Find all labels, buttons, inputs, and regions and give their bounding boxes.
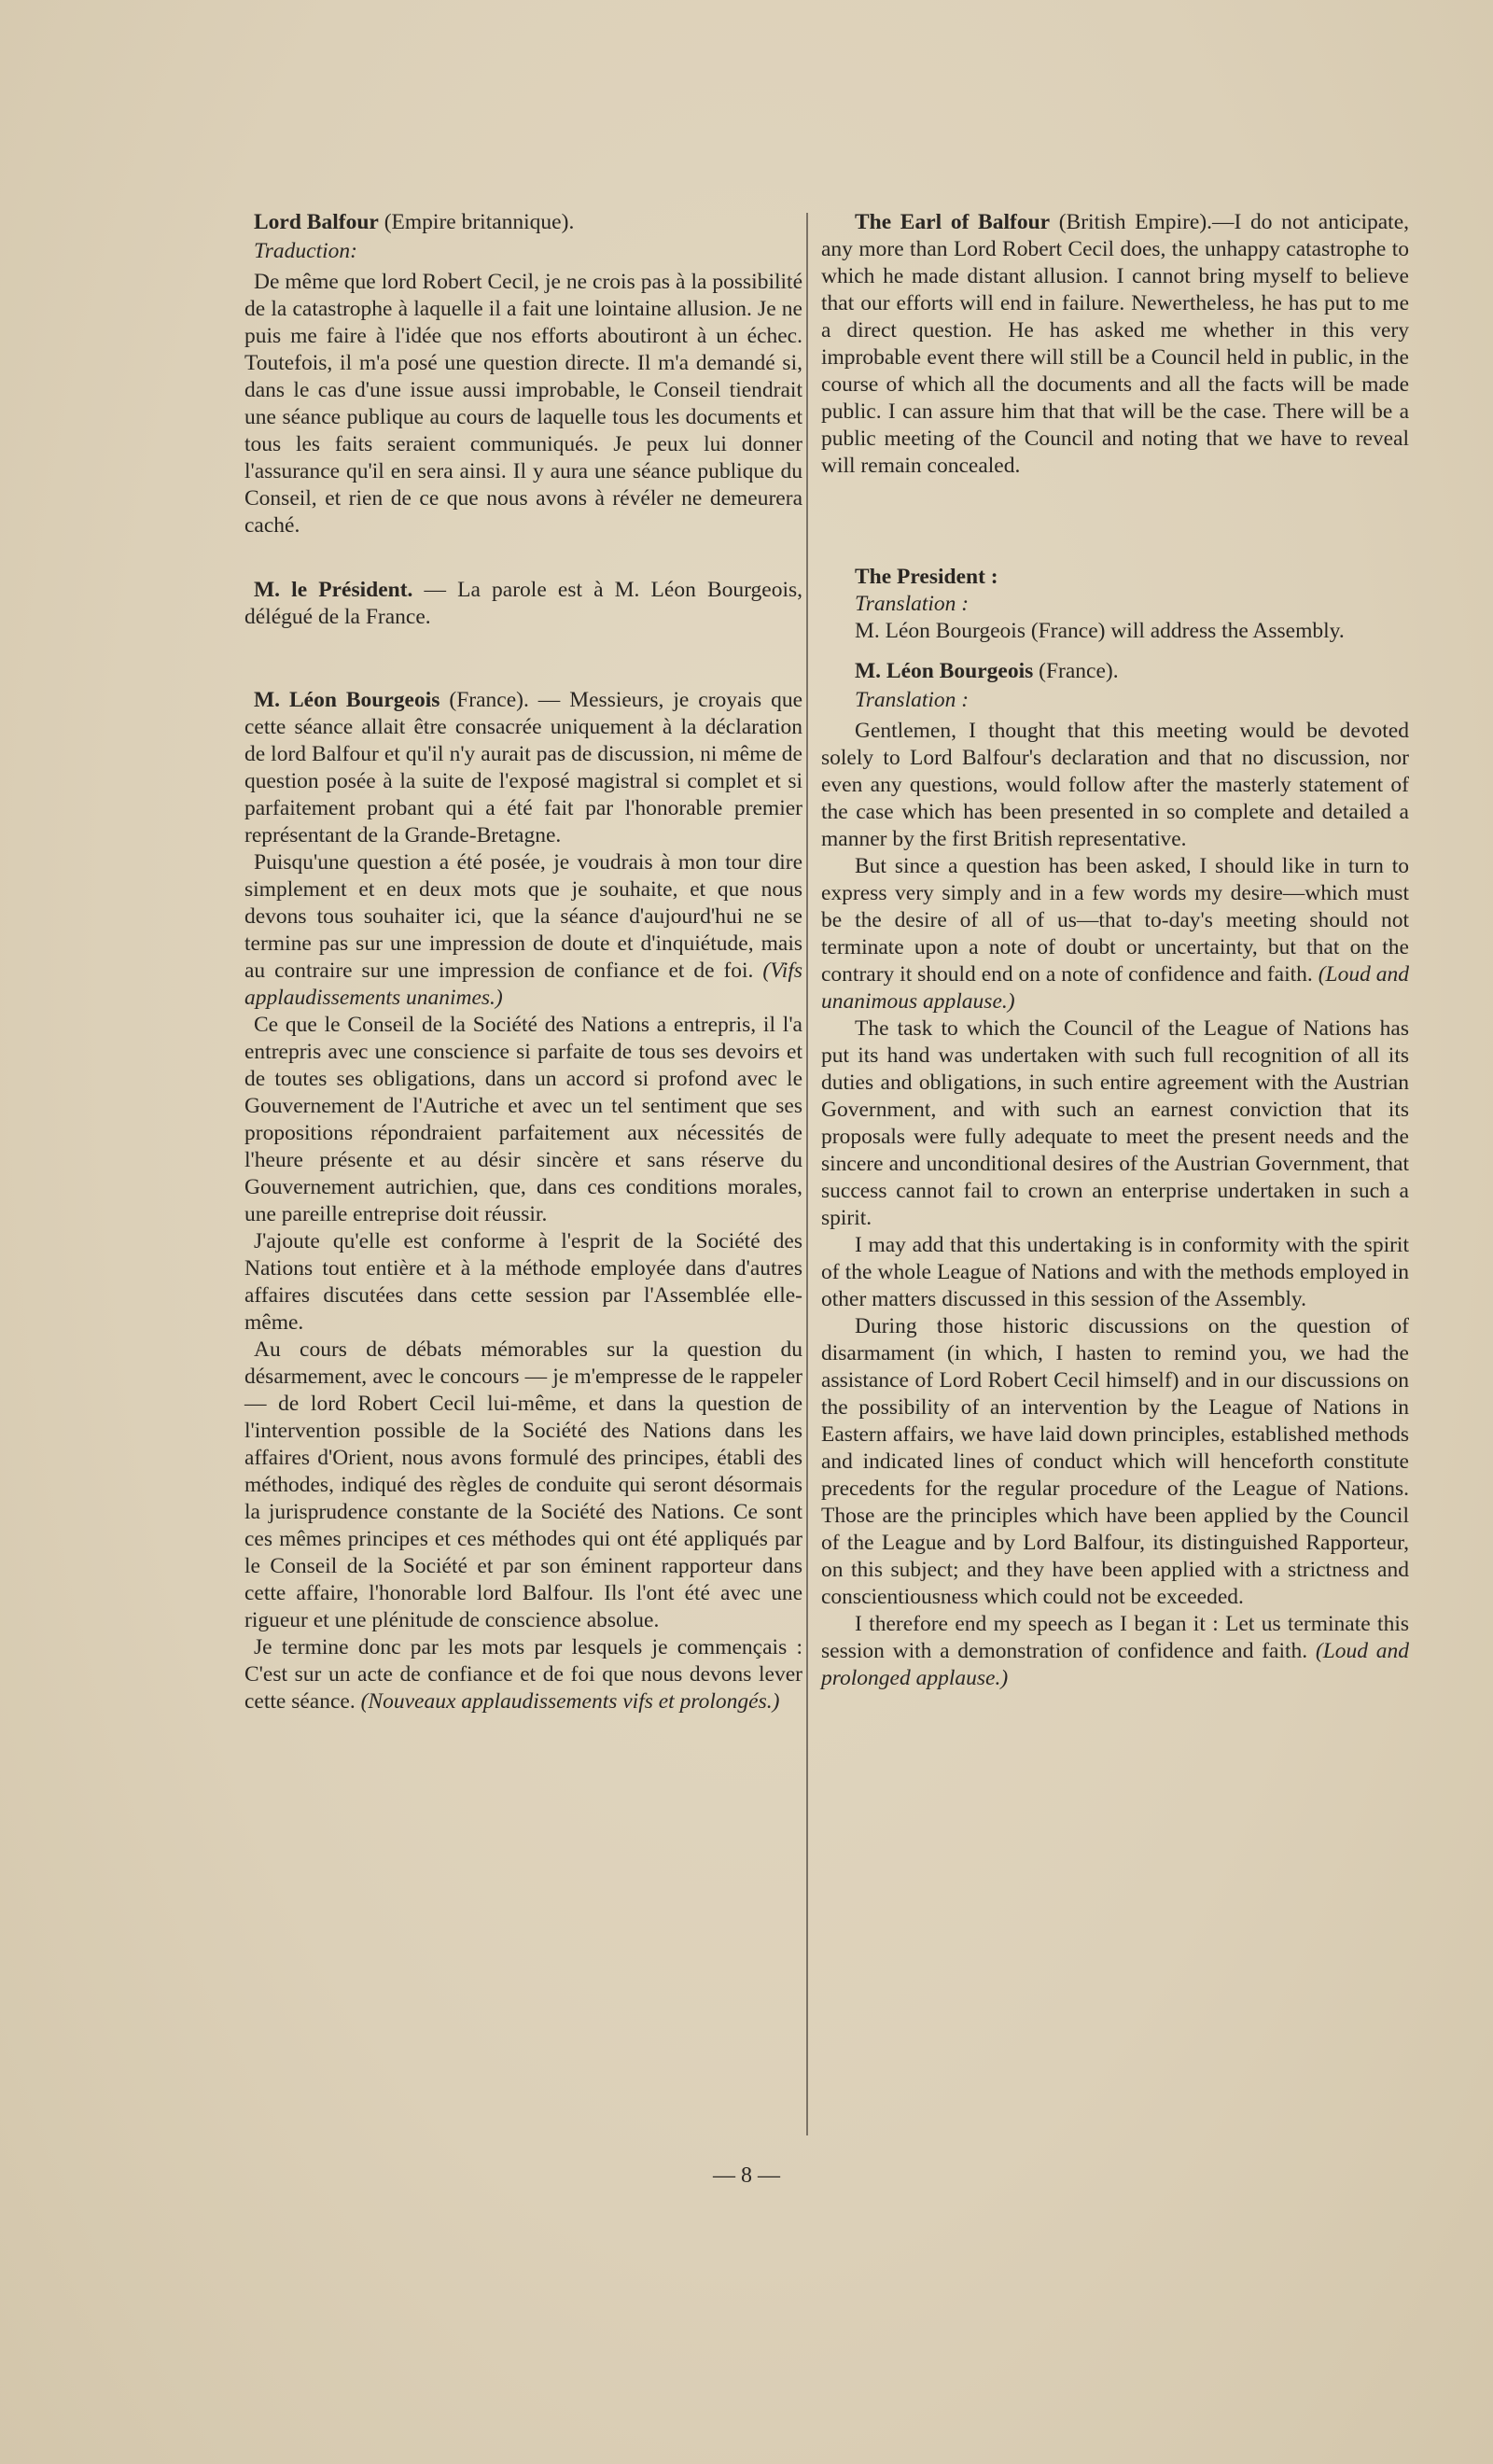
applause-note: (Loud and prolonged applause.) bbox=[821, 1639, 1410, 1690]
english-bourgeois-block bbox=[821, 658, 1409, 1692]
paragraph: But since a question has been asked, I should like in turn to express very simply and in a few words my desire—which must be the desire of all of us—that to-day's meeting should not terminate upon a note of doubt or uncertainty, but that on the contrary it should end on a note of confidence and faith. bbox=[821, 854, 1409, 987]
paragraph: J'ajoute qu'elle est conforme à l'esprit de la Société des Nations tout entière et à la méthode employée dans d'autres affaires discutées dans cette session par l'Assemblée elle-même. bbox=[244, 1229, 802, 1335]
translation-label: Translation : bbox=[855, 592, 970, 616]
english-column bbox=[821, 209, 1409, 1692]
applause-note: (Loud and unanimous applause.) bbox=[821, 962, 1410, 1014]
column-divider bbox=[806, 213, 808, 2135]
translation-label: Translation : bbox=[855, 688, 970, 712]
speaker-text: — La parole est à M. Léon Bourgeois, délégué de la France. bbox=[244, 578, 802, 629]
speaker-name: M. Léon Bourgeois bbox=[855, 659, 1034, 683]
paragraph: I therefore end my speech as I began it : Let us terminate this session with a demonstration of confidence and faith. bbox=[821, 1612, 1409, 1663]
french-balfour-block bbox=[244, 209, 802, 539]
speaker-name: M. le Président. bbox=[254, 578, 413, 602]
speaker-name: The Earl of Balfour bbox=[855, 210, 1051, 234]
paragraph: Ce que le Conseil de la Société des Nations a entrepris, il l'a entrepris avec une conscience si parfaite de tous ses devoirs et de toutes ses obligations, dans un accord si profond avec le Gouvernement de l'Autriche et avec un tel sentiment que ses propositions répondraient parfaitement aux nécessités de l'heure présente et au désir sincère et sans réserve du Gouvernement autrichien, que, dans ces conditions morales, une pareille entreprise doit réussir. bbox=[244, 1013, 802, 1226]
applause-note: (Nouveaux applaudissements vifs et prolongés.) bbox=[360, 1689, 780, 1714]
page-number: — 8 — bbox=[713, 2163, 780, 2188]
paragraph: I may add that this undertaking is in conformity with the spirit of the whole League of Nations and with the methods employed in other matters discussed in this session of the Assembly. bbox=[821, 1233, 1409, 1311]
speaker-text: (France). — Messieurs, je croyais que cette séance allait être consacrée uniquement à la déclaration de lord Balfour et qu'il n'y aurait pas de discussion, ni même de question posée à la suite de l'exposé magistral si complet et si parfaitement probant qui a été fait par l'honorable premier représentant de la Grande-Bretagne. bbox=[244, 688, 803, 847]
french-president-block bbox=[244, 577, 802, 631]
english-balfour-block bbox=[821, 209, 1409, 480]
speaker-name: The President : bbox=[855, 565, 998, 589]
english-president-block bbox=[821, 564, 1409, 645]
paragraph: Au cours de débats mémorables sur la question du désarmement, avec le concours — je m'empresse de le rappeler — de lord Robert Cecil lui-même, et dans la question de l'intervention possible de la Société des Nations dans les affaires d'Orient, nous avons formulé des principes, établi des méthodes, indiqué des règles de conduite qui seront désormais la jurisprudence constante de la Société des Nations. Ce sont ces mêmes principes et ces méthodes qui ont été appliqués par le Conseil de la Société et par son éminent rapporteur dans cette affaire, l'honorable lord Balfour. Ils l'ont été avec une rigueur et une plénitude de conscience absolue. bbox=[244, 1337, 802, 1632]
paragraph: Gentlemen, I thought that this meeting would be devoted solely to Lord Balfour's declaration and that no discussion, nor even any questions, would follow after the masterly statement of the case which has been presented in so complete and detailed a manner by the first British representative. bbox=[821, 719, 1409, 851]
applause-note: (Vifs applaudissements unanimes.) bbox=[244, 959, 803, 1010]
speaker-name: M. Léon Bourgeois bbox=[254, 688, 440, 712]
paragraph: Puisqu'une question a été posée, je voudrais à mon tour dire simplement et en deux mots que je souhaite, et que nous devons tous souhaiter ici, que la séance d'aujourd'hui ne se termine pas sur une impression de doute et d'inquiétude, mais au contraire sur une impression de confiance et de foi. bbox=[244, 850, 802, 983]
paragraph: The task to which the Council of the League of Nations has put its hand was undertaken with such full recognition of all its duties and obligations, in such entire agreement with the Austrian Government, and with such an earnest conviction that its proposals were fully adequate to meet the present needs and the sincere and unconditional desires of the Austrian Government, that success cannot fail to crown an enterprise undertaken in such a spirit. bbox=[821, 1016, 1409, 1230]
speaker-name: Lord Balfour bbox=[254, 210, 379, 234]
french-column bbox=[244, 209, 802, 1715]
speaker-affiliation: (Empire britannique). bbox=[378, 210, 575, 234]
paragraph: During those historic discussions on the question of disarmament (in which, I hasten to remind you, we had the assistance of Lord Robert Cecil himself) and in our discussions on the possibility of an intervention by the League of Nations in Eastern affairs, we have laid down principles, established methods and indicated lines of conduct which will henceforth constitute precedents for the regular procedure of the League of Nations. Those are the principles which have been applied by the Council of the League and by Lord Balfour, its distinguished Rapporteur, on this subject; and they have been applied with a strictness and conscientiousness which could not be exceeded. bbox=[821, 1314, 1409, 1609]
translation-label: Traduction: bbox=[254, 239, 357, 263]
french-bourgeois-block bbox=[244, 687, 802, 1715]
paragraph: Je termine donc par les mots par lesquels je commençais : C'est sur un acte de confiance et de foi que nous devons lever cette séance. bbox=[244, 1635, 802, 1714]
paragraph: De même que lord Robert Cecil, je ne crois pas à la possibilité de la catastrophe à laquelle il a fait une lointaine allusion. Je ne puis me faire à l'idée que nos efforts aboutiront à un échec. Toutefois, il m'a posé une question directe. Il m'a demandé si, dans le cas d'une issue aussi improbable, le Conseil tiendrait une séance publique au cours de laquelle tous les documents et tous les faits seraient communiqués. Je peux lui donner l'assurance qu'il en sera ainsi. Il y aura une séance publique du Conseil, et rien de ce que nous avons à révéler ne demeurera caché. bbox=[244, 270, 802, 538]
speaker-affiliation: (France). bbox=[1033, 659, 1119, 683]
speaker-text: (British Empire).—I do not anticipate, any more than Lord Robert Cecil does, the unhappy catastrophe to which he made distant allusion. I cannot bring myself to believe that our efforts will end in failure. Newertheless, he has put to me a direct question. He has asked me whether in this very improbable event there will still be a Council held in public, in the course of which all the documents and all the facts will be made public. I can assure him that that will be the case. There will be a public meeting of the Council and noting that we have to reveal will remain concealed. bbox=[821, 210, 1409, 478]
paragraph: M. Léon Bourgeois (France) will address the Assembly. bbox=[855, 619, 1345, 643]
